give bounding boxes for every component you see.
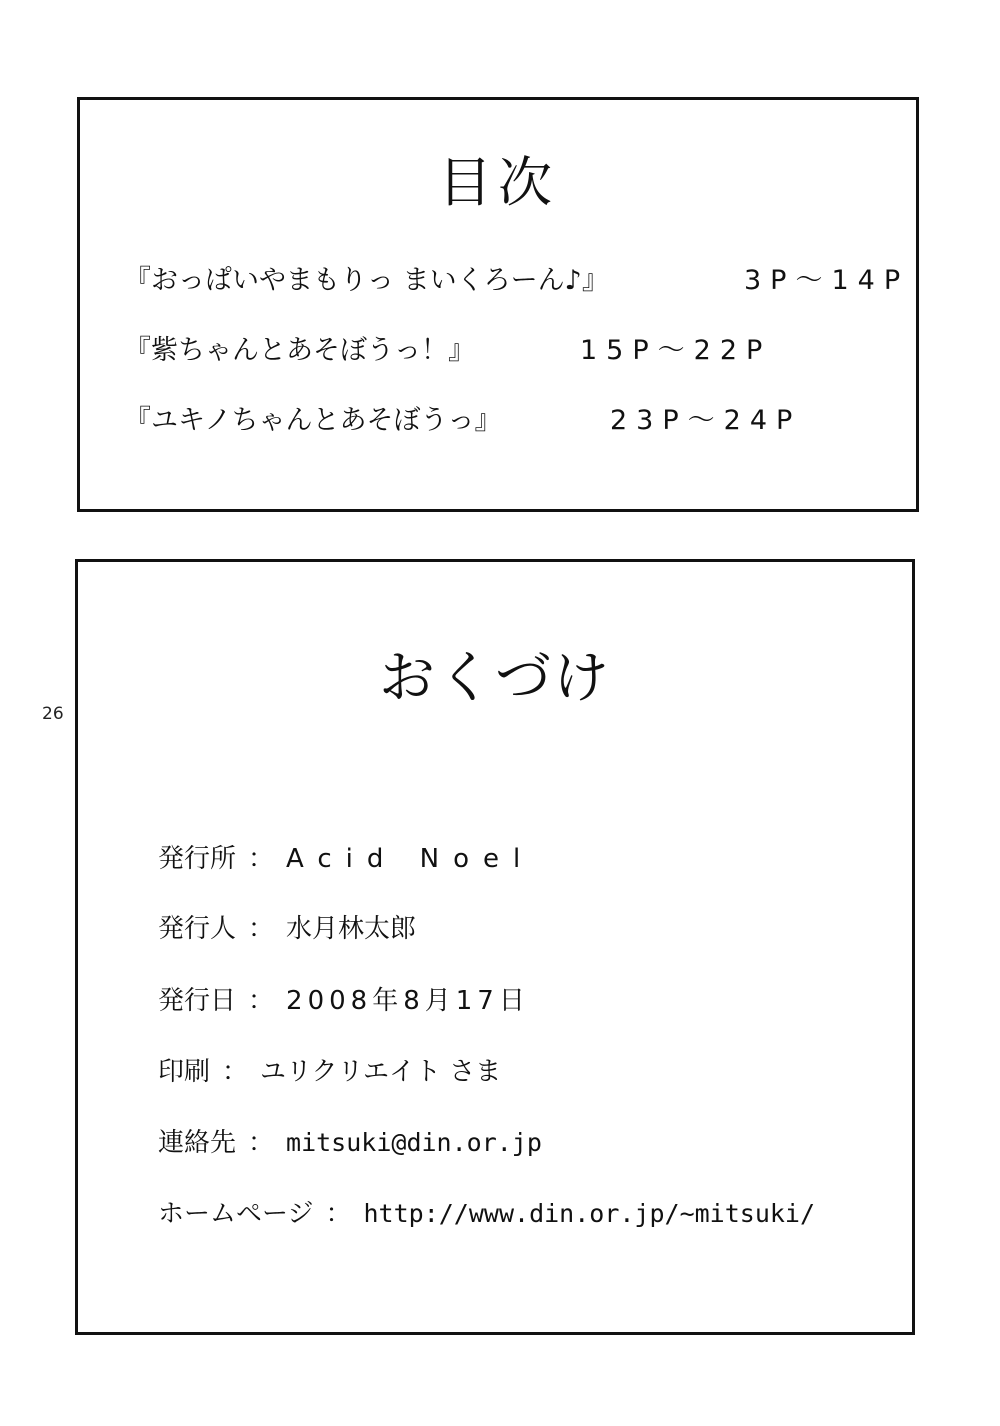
colophon-label: ホームページ (158, 1199, 314, 1229)
colophon-value: ユリクリエイト さま (260, 1057, 502, 1087)
colophon-value: 水月林太郎 (286, 914, 417, 944)
toc-entry-pages: 15P～22P (580, 335, 772, 366)
contact-email: mitsuki@din.or.jp (286, 1128, 542, 1157)
toc-entry-pages: 3P～14P (744, 265, 910, 296)
colophon-separator: ： (248, 914, 275, 944)
colophon-value: 2008年8月17日 (286, 986, 530, 1016)
colophon-row-contact (158, 1122, 542, 1159)
toc-entry-title: 『ユキノちゃんとあそぼうっ』 (124, 405, 502, 436)
page-number: 26 (42, 704, 64, 724)
colophon-separator: ： (248, 1128, 275, 1158)
colophon-label: 発行日 (158, 986, 237, 1016)
colophon-separator: ： (325, 1199, 352, 1229)
colophon-box (75, 559, 915, 1335)
colophon-row-issuer (158, 908, 416, 945)
colophon-label: 発行人 (158, 914, 237, 944)
colophon-title: おくづけ (379, 646, 611, 711)
colophon-value: Acid Noel (286, 844, 535, 874)
colophon-label: 印刷 (158, 1057, 211, 1087)
colophon-separator: ： (222, 1057, 249, 1087)
toc-title: 目次 (438, 151, 558, 214)
colophon-row-publisher (158, 838, 534, 875)
toc-entry-title: 『紫ちゃんとあそぼうっ！』 (124, 335, 475, 366)
colophon-separator: ： (248, 844, 275, 874)
colophon-row-date (158, 980, 530, 1017)
toc-entry-title: 『おっぱいやまもりっ まいくろーん♪』 (124, 265, 609, 296)
table-of-contents-box (77, 97, 919, 512)
colophon-label: 連絡先 (158, 1128, 237, 1158)
toc-entry-pages: 23P～24P (610, 405, 802, 436)
colophon-row-printer (158, 1051, 501, 1088)
homepage-url: http://www.din.or.jp/~mitsuki/ (363, 1199, 816, 1228)
colophon-row-homepage (158, 1193, 815, 1230)
colophon-label: 発行所 (158, 844, 237, 874)
colophon-separator: ： (248, 986, 275, 1016)
